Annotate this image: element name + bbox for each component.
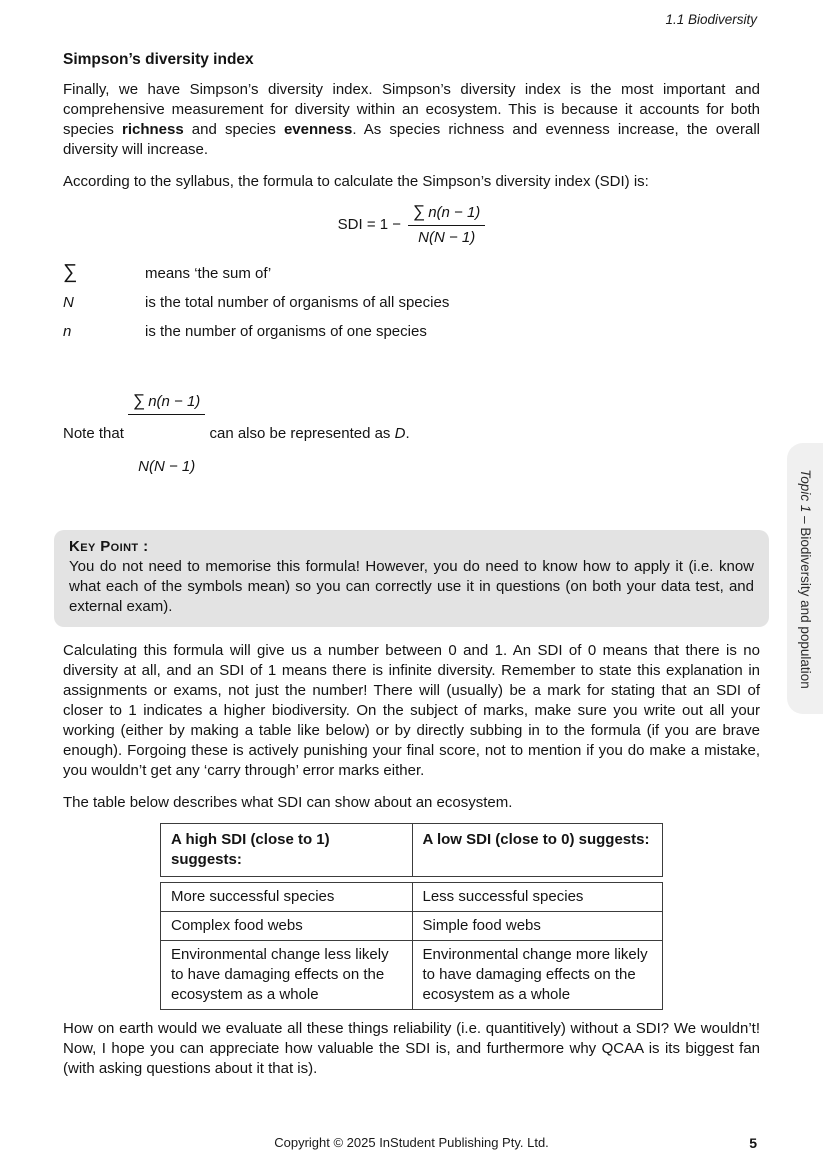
note-post-text: can also be represented as: [205, 425, 395, 442]
sigma-symbol: ∑: [413, 202, 426, 221]
table-cell: Environmental change more likely to have damaging effects on the ecosystem as a whole: [412, 941, 663, 1009]
table-cell: Less successful species: [412, 883, 663, 911]
note-denominator: N(N − 1): [138, 458, 196, 475]
note-period: .: [405, 425, 410, 442]
capital-n-symbol: N: [63, 294, 74, 311]
running-header-section: 1.1 Biodiversity: [665, 12, 757, 27]
page-number: 5: [749, 1135, 757, 1151]
intro-text-2: and species: [183, 121, 284, 138]
symbol-definitions: [63, 262, 760, 342]
table-body: [160, 882, 663, 1010]
numerator-expression: n(n − 1): [428, 204, 481, 221]
keypoint-text: You do not need to memorise this formula! However, you do need to know how to apply it (i.e. know what each of the symbols mean) so you can correctly use it in questions (on both your data test, and external exam).: [69, 558, 754, 615]
symbol-definition: is the total number of organisms of all species: [145, 294, 450, 311]
table-header-row: [160, 823, 663, 877]
paragraph-closing: How on earth would we evaluate all these things reliability (i.e. quantitively) without a SDI? We wouldn’t! Now, I hope you can appreciate how valuable the SDI is, and furthermore why QCAA is its biggest fan (with asking questions about it that is).: [63, 1020, 760, 1077]
note-pre-text: Note that: [63, 425, 129, 442]
symbol-definition: means ‘the sum of’: [145, 265, 272, 282]
paragraph-syllabus: According to the syllabus, the formula to calculate the Simpson’s diversity index (SDI) is:: [63, 173, 649, 190]
topic-title: Biodiversity and population: [798, 526, 813, 689]
paragraph-table-intro: The table below describes what SDI can show about an ecosystem.: [63, 794, 513, 811]
paragraph-intro: [63, 80, 760, 160]
note-fraction: [128, 351, 205, 517]
keypoint-box: [54, 530, 769, 627]
copyright-notice: Copyright © 2025 InStudent Publishing Pty. Ltd.: [274, 1135, 549, 1150]
sdi-comparison-table: [160, 823, 663, 1010]
table-cell: Simple food webs: [412, 912, 663, 940]
formula-denominator: N(N − 1): [418, 229, 476, 246]
intro-text-1: Finally, we have Simpson’s diversity index. Simpson’s diversity index is the most important and comprehensive measurement for diversity within an ecosystem. This is because it accounts for both species: [63, 81, 760, 138]
section-heading: Simpson’s diversity index: [63, 51, 254, 68]
table-cell: Complex food webs: [171, 917, 303, 934]
intro-bold-evenness: evenness: [283, 121, 353, 138]
sdi-formula: [63, 202, 760, 248]
topic-side-tab-label: [795, 469, 815, 688]
formula-fraction: [408, 202, 485, 248]
table-row: [161, 940, 662, 1009]
symbol-row-sigma: [63, 262, 760, 284]
topic-side-tab: [787, 443, 823, 714]
note-numerator: [128, 391, 205, 415]
symbol-definition: is the number of organisms of one species: [145, 323, 427, 340]
table-row: [161, 911, 662, 940]
table-cell: More successful species: [171, 888, 335, 905]
formula-numerator: [408, 202, 485, 226]
formula-lhs: SDI = 1 −: [337, 216, 402, 233]
intro-text-3: . As species richness and evenness increase, the overall diversity will increase.: [63, 121, 760, 158]
keypoint-label: Key Point :: [69, 538, 149, 555]
sigma-symbol: ∑: [63, 261, 78, 283]
topic-number: Topic 1 –: [798, 468, 813, 527]
table-cell: Environmental change less likely to have damaging effects on the ecosystem as a whole: [171, 946, 389, 1003]
paragraph-calculating: Calculating this formula will give us a number between 0 and 1. An SDI of 0 means that there is no diversity at all, and an SDI of 1 means there is infinite diversity. Remember to state this explanation in assignments or exams, not just the number! There will (usually) be a mark for stating that an SDI of closer to 1 indicates a higher biodiversity. On the subject of marks, make sure you write out all your working (either by making a table like below) or by directly subbing in to the formula (if you are brave enough). Forgoing these is actively punishing your final score, not to mention if you do make a mistake, you wouldn’t get any ‘carry through’ error marks either.: [63, 642, 760, 779]
note-line: [63, 351, 760, 517]
numerator-expression: n(n − 1): [148, 393, 201, 410]
page-content: [63, 0, 760, 1091]
symbol-row-lowercase-n: [63, 322, 760, 342]
d-symbol: D: [394, 425, 406, 442]
page-footer: [0, 1133, 823, 1153]
table-row: [161, 883, 662, 911]
intro-bold-richness: richness: [121, 121, 184, 138]
lowercase-n-symbol: n: [63, 323, 72, 340]
sigma-symbol: ∑: [133, 391, 146, 410]
table-header-low-sdi: A low SDI (close to 0) suggests:: [412, 824, 663, 876]
table-header-high-sdi: A high SDI (close to 1) suggests:: [171, 831, 330, 868]
symbol-row-capital-n: [63, 293, 760, 313]
